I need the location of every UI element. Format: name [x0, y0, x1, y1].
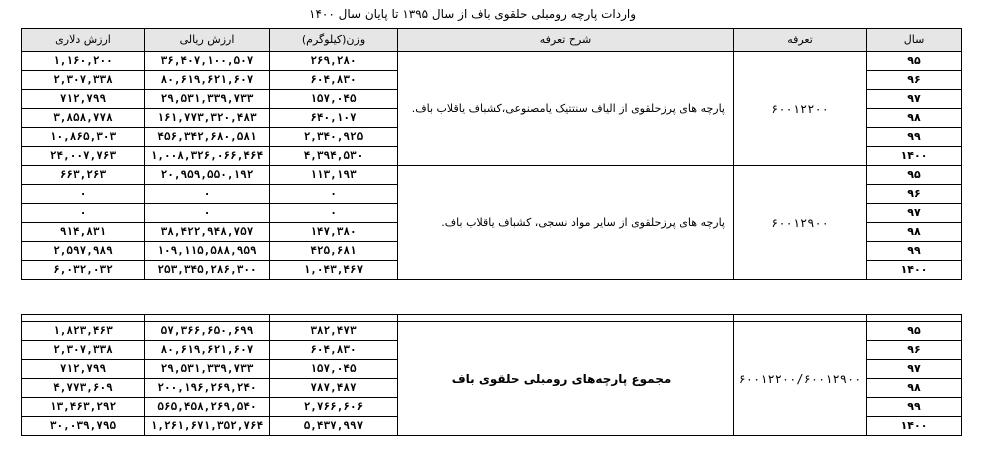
rial-cell: ۲۰,۹۵۹,۵۵۰,۱۹۲ [145, 166, 270, 185]
total-description: مجموع پارچه‌های رومبلی حلقوی باف [398, 322, 734, 436]
dollar-cell: ۳۰,۰۳۹,۷۹۵ [22, 417, 145, 436]
weight-cell: ۱۴۷,۳۸۰ [270, 223, 398, 242]
tariff-description: پارچه های پرزحلقوی از الیاف سنتتیک یامصنوعی،کشباف یاقلاب باف. [398, 52, 734, 166]
rial-cell: ۲۰۰,۱۹۶,۲۶۹,۲۴۰ [145, 379, 270, 398]
dollar-cell: ۹۱۴,۸۳۱ [22, 223, 145, 242]
dollar-cell: ۶,۰۳۲,۰۳۲ [22, 261, 145, 280]
dollar-cell: ۱,۸۲۳,۴۶۳ [22, 322, 145, 341]
dollar-cell: ۶۶۳,۲۶۳ [22, 166, 145, 185]
year-cell: ۹۷ [867, 360, 962, 379]
weight-cell: ۰ [270, 204, 398, 223]
empty-cell [734, 315, 867, 322]
dollar-cell: ۰ [22, 204, 145, 223]
empty-cell [22, 315, 145, 322]
header-weight: وزن(کیلوگرم) [270, 29, 398, 52]
rial-cell: ۲۵۳,۳۴۵,۲۸۶,۳۰۰ [145, 261, 270, 280]
weight-cell: ۱۵۷,۰۴۵ [270, 360, 398, 379]
year-cell: ۹۵ [867, 166, 962, 185]
imports-table [21, 28, 962, 280]
empty-cell [867, 315, 962, 322]
year-cell: ۹۷ [867, 204, 962, 223]
year-cell: ۹۵ [867, 52, 962, 71]
rial-cell: ۱۰۹,۱۱۵,۵۸۸,۹۵۹ [145, 242, 270, 261]
dollar-cell: ۰ [22, 185, 145, 204]
year-cell: ۹۶ [867, 185, 962, 204]
rial-cell: ۱,۰۰۸,۳۲۶,۰۶۶,۴۶۴ [145, 147, 270, 166]
header-row [22, 29, 962, 52]
weight-cell: ۳۸۲,۴۷۳ [270, 322, 398, 341]
weight-cell: ۶۴۰,۱۰۷ [270, 109, 398, 128]
weight-cell: ۰ [270, 185, 398, 204]
table-row [22, 52, 962, 71]
dollar-cell: ۲,۳۰۷,۳۳۸ [22, 71, 145, 90]
totals-table [21, 314, 962, 436]
year-cell: ۹۹ [867, 242, 962, 261]
empty-cell [145, 315, 270, 322]
weight-cell: ۲۶۹,۲۸۰ [270, 52, 398, 71]
totals-top-border-row [22, 315, 962, 322]
header-dollar-value: ارزش دلاری [22, 29, 145, 52]
page-title: واردات پارچه رومبلی حلقوی باف از سال ۱۳۹۵ تا پایان سال ۱۴۰۰ [309, 7, 636, 21]
rial-cell: ۱۶۱,۷۷۳,۳۲۰,۴۸۳ [145, 109, 270, 128]
rial-cell: ۵۷,۳۶۶,۶۵۰,۶۹۹ [145, 322, 270, 341]
weight-cell: ۵,۴۳۷,۹۹۷ [270, 417, 398, 436]
tariff-code: ۶۰۰۱۲۹۰۰ [734, 166, 867, 280]
weight-cell: ۶۰۴,۸۳۰ [270, 71, 398, 90]
dollar-cell: ۲۴,۰۰۷,۷۶۳ [22, 147, 145, 166]
dollar-cell: ۱,۱۶۰,۲۰۰ [22, 52, 145, 71]
weight-cell: ۲,۳۴۰,۹۲۵ [270, 128, 398, 147]
year-cell: ۹۹ [867, 398, 962, 417]
tariff-code: ۶۰۰۱۲۲۰۰ [734, 52, 867, 166]
year-cell: ۹۶ [867, 341, 962, 360]
weight-cell: ۴۲۵,۶۸۱ [270, 242, 398, 261]
weight-cell: ۲,۷۶۶,۶۰۶ [270, 398, 398, 417]
rial-cell: ۴۵۶,۳۴۲,۶۸۰,۵۸۱ [145, 128, 270, 147]
year-cell: ۹۸ [867, 223, 962, 242]
year-cell: ۱۴۰۰ [867, 261, 962, 280]
year-cell: ۹۸ [867, 109, 962, 128]
dollar-cell: ۴,۷۷۳,۶۰۹ [22, 379, 145, 398]
year-cell: ۹۷ [867, 90, 962, 109]
tariff-description: پارچه های پرزحلقوی از سایر مواد نسجی، کشباف یاقلاب باف. [398, 166, 734, 280]
weight-cell: ۴,۳۹۴,۵۳۰ [270, 147, 398, 166]
dollar-cell: ۷۱۲,۷۹۹ [22, 90, 145, 109]
weight-cell: ۱,۰۴۳,۴۶۷ [270, 261, 398, 280]
dollar-cell: ۳,۸۵۸,۷۷۸ [22, 109, 145, 128]
rial-cell: ۲۹,۵۳۱,۳۳۹,۷۳۳ [145, 360, 270, 379]
total-tariff-codes: ۶۰۰۱۲۲۰۰/۶۰۰۱۲۹۰۰ [734, 322, 867, 436]
dollar-cell: ۱۰,۸۶۵,۳۰۳ [22, 128, 145, 147]
year-cell: ۹۹ [867, 128, 962, 147]
header-description: شرح تعرفه [398, 29, 734, 52]
dollar-cell: ۷۱۲,۷۹۹ [22, 360, 145, 379]
rial-cell: ۱,۲۶۱,۶۷۱,۳۵۲,۷۶۴ [145, 417, 270, 436]
rial-cell: ۲۹,۵۳۱,۳۳۹,۷۳۳ [145, 90, 270, 109]
table-row [22, 322, 962, 341]
header-rial-value: ارزش ریالی [145, 29, 270, 52]
dollar-cell: ۱۳,۴۶۳,۲۹۲ [22, 398, 145, 417]
rial-cell: ۰ [145, 185, 270, 204]
empty-cell [398, 315, 734, 322]
weight-cell: ۶۰۴,۸۳۰ [270, 341, 398, 360]
year-cell: ۱۴۰۰ [867, 417, 962, 436]
year-cell: ۹۶ [867, 71, 962, 90]
weight-cell: ۱۵۷,۰۴۵ [270, 90, 398, 109]
weight-cell: ۱۱۳,۱۹۳ [270, 166, 398, 185]
rial-cell: ۳۶,۴۰۷,۱۰۰,۵۰۷ [145, 52, 270, 71]
year-cell: ۹۸ [867, 379, 962, 398]
weight-cell: ۷۸۷,۴۸۷ [270, 379, 398, 398]
table-row [22, 166, 962, 185]
rial-cell: ۳۸,۴۲۲,۹۴۸,۷۵۷ [145, 223, 270, 242]
year-cell: ۱۴۰۰ [867, 147, 962, 166]
header-tariff: تعرفه [734, 29, 867, 52]
rial-cell: ۸۰,۶۱۹,۶۲۱,۶۰۷ [145, 71, 270, 90]
rial-cell: ۰ [145, 204, 270, 223]
dollar-cell: ۲,۳۰۷,۳۳۸ [22, 341, 145, 360]
empty-cell [270, 315, 398, 322]
rial-cell: ۸۰,۶۱۹,۶۲۱,۶۰۷ [145, 341, 270, 360]
dollar-cell: ۲,۵۹۷,۹۸۹ [22, 242, 145, 261]
year-cell: ۹۵ [867, 322, 962, 341]
header-year: سال [867, 29, 962, 52]
rial-cell: ۵۶۵,۴۵۸,۲۶۹,۵۴۰ [145, 398, 270, 417]
